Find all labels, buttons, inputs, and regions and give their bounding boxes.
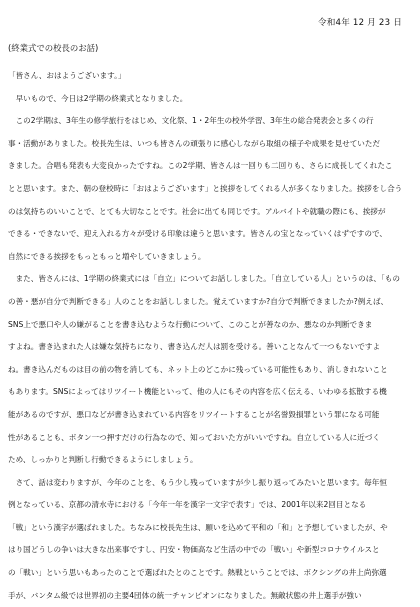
speech-line: 自然にできる挨拶をもっともっと増やしていきましょう。 bbox=[8, 251, 206, 261]
speech-line: 「戦」という漢字が選ばれました。ちなみに校長先生は、願いを込めて平和の「和」と予想していましたが、や bbox=[8, 522, 388, 532]
speech-line: また、皆さんには、1学期の終業式には「自立」についてお話ししました。「自立している人」というのは、「もの bbox=[8, 274, 400, 284]
speech-line: さて、話は変わりますが、今年のことを、もう少し残っていますが少し振り返ってみたいと思います。毎年恒 bbox=[8, 477, 387, 487]
speech-line: SNS上で悪口や人の嫌がることを書き込むような行動について、このことが善なのか、悪なのか判断できま bbox=[8, 319, 373, 329]
speech-line: 早いもので、今日は2学期の終業式となりました。 bbox=[8, 93, 188, 103]
speech-line: できる・できないで、迎え入れる方々が受ける印象は違うと思います。皆さんの宝となっていくはずですので、 bbox=[8, 229, 387, 239]
speech-line: のは気持ちのいいことで、とても大切なことです。社会に出ても同じです。アルバイトや就職の際にも、挨拶が bbox=[8, 206, 386, 216]
speech-line: ため、しっかりと判断し行動できるようにしましょう。 bbox=[8, 455, 198, 465]
speech-line: 能があるのですが、悪口などが書き込まれている内容をリツイートすることが名誉毀損罪という罪になる可能 bbox=[8, 409, 380, 419]
speech-line: 手が、バンタム級では世界初の主要4団体の統一チャンピオンになりました。無敵状態の井上選手が強い bbox=[8, 590, 362, 600]
speech-line: もあります。SNSによってはリツイート機能といって、他の人にもその内容を広く伝える、いわゆる拡散する機 bbox=[8, 387, 387, 397]
speech-line: はり国どうしの争いは大きな出来事ですし、円安・物価高など生活の中での「戦い」や新型コロナウイルスと bbox=[8, 545, 380, 555]
speech-body bbox=[8, 65, 414, 607]
speech-line: 「皆さん、おはようございます。」 bbox=[8, 71, 126, 80]
speech-line: きました。合唱も発表も大変良かったですね。この2学期、皆さんは一回りも二回りも、さらに成長してくれたこ bbox=[8, 161, 393, 171]
speech-line: とと思います。また、朝の登校時に「おはようございます」と挨拶をしてくれる人が多くなりました。挨拶をし合う bbox=[8, 183, 403, 193]
document-date: 令和4年 12 月 23 日 bbox=[317, 18, 402, 28]
speech-line: すよね。書き込まれた人は嫌な気持ちになり、書き込んだ人は罰を受ける。善いことなんて一つもないですよ bbox=[8, 342, 381, 352]
speech-line: 例となっている、京都の清水寺における「今年一年を漢字一文字で表す」では、2001年以来2回目となる bbox=[8, 500, 367, 510]
speech-line: この2学期は、3年生の修学旅行をはじめ、文化祭、1・2年生の校外学習、3年生の総合発表会と多くの行 bbox=[8, 116, 374, 126]
speech-line: 性があることも、ボタン一つ押すだけの行為なので、知っておいた方がいいですね。自立している人に近づく bbox=[8, 432, 380, 442]
speech-line: の「戦い」という思いもあったのことで選ばれたとのことです。熱戦ということでは、ボクシングの井上尚弥選 bbox=[8, 568, 387, 578]
document-heading: (終業式での校長のお話) bbox=[8, 43, 99, 53]
speech-line: 事・活動がありました。校長先生は、いつも皆さんの頑張りに感心しながら取組の様子や成果を見せていただ bbox=[8, 138, 381, 148]
speech-line: ね。書き込んだものは目の前の物を消しても、ネット上のどこかに残っている可能性もあり、消しきれないこと bbox=[8, 364, 388, 374]
speech-line: の善・悪が自分で判断できる」人のことをお話ししました。覚えていますか?自分で判断できましたか?例えば、 bbox=[8, 296, 389, 306]
